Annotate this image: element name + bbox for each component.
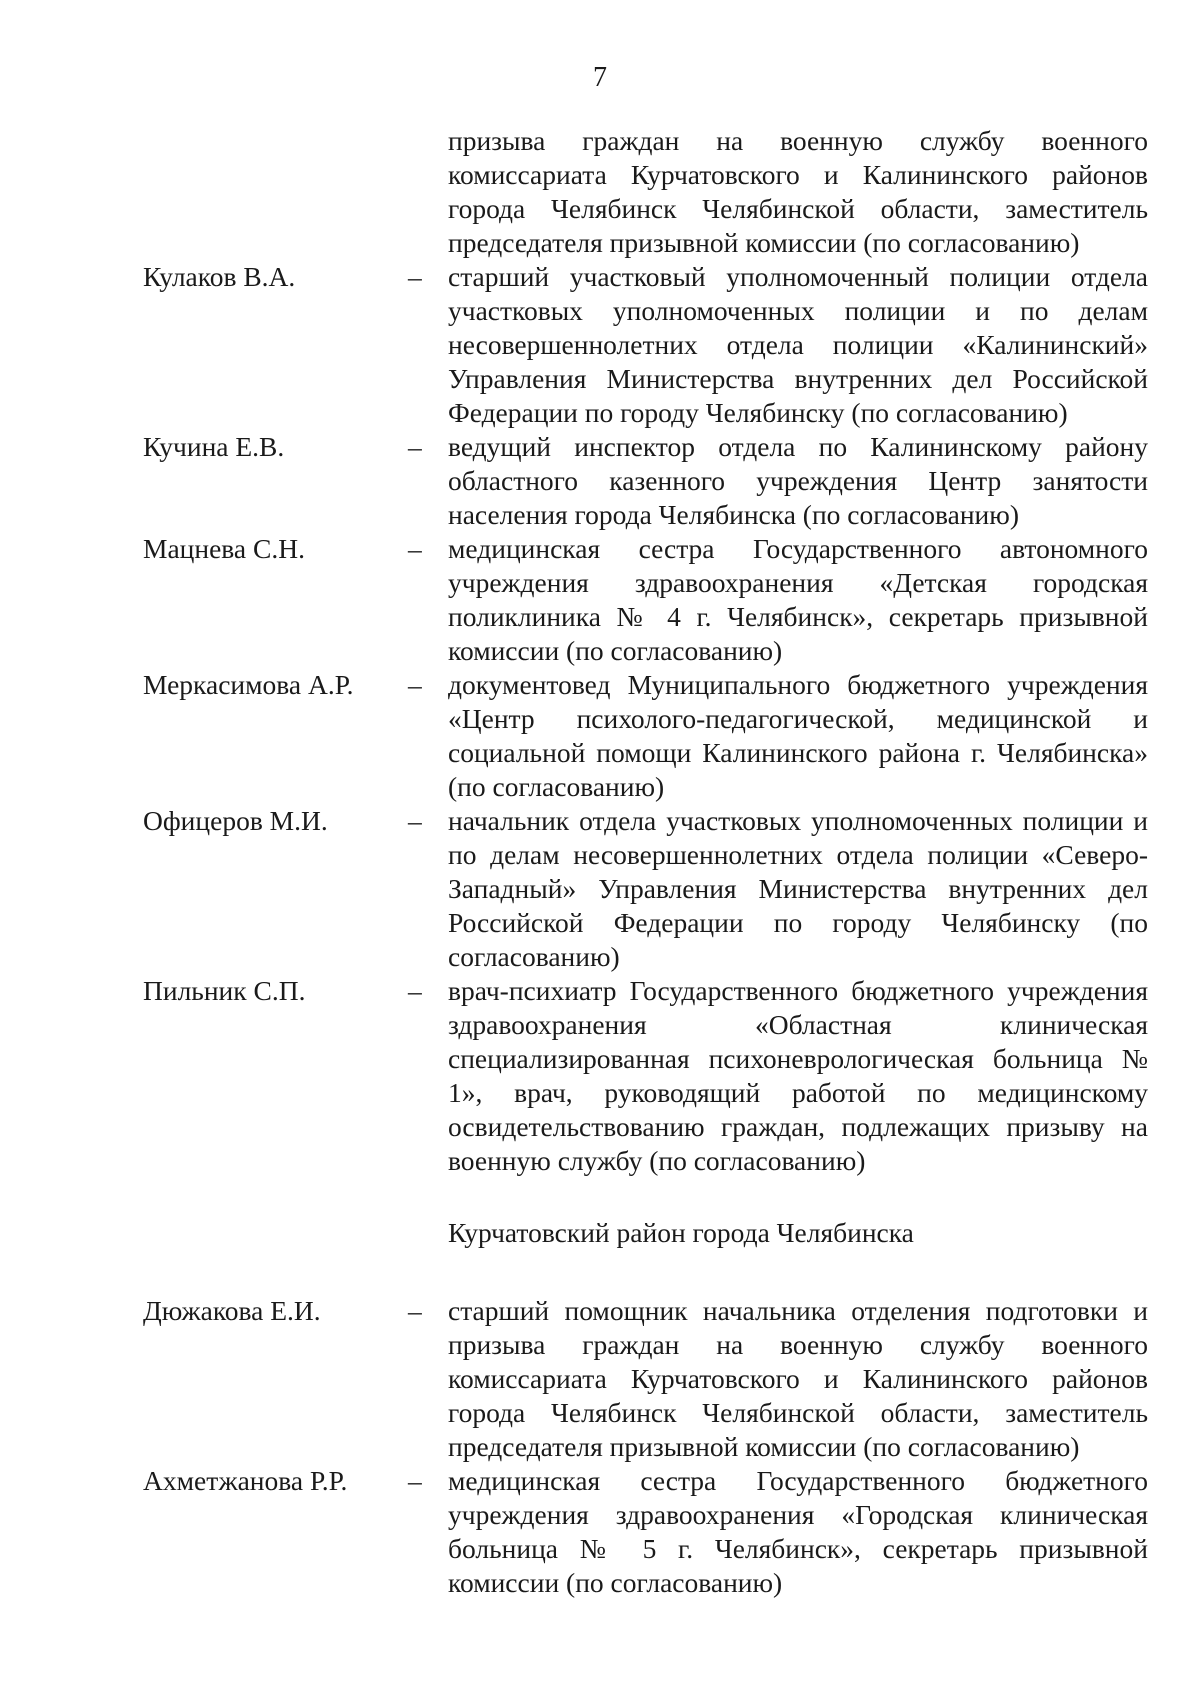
member-entry [0, 260, 1200, 430]
member-position: ведущий инспектор отдела по Калининскому району областного казенного учреждения Центр занятости населения города Челябинска (по согласованию) [448, 431, 1148, 530]
page-number: 7 [593, 62, 607, 93]
member-entry [0, 804, 1200, 974]
member-dash: – [408, 1295, 422, 1326]
member-list-kalininsky [0, 260, 1200, 1178]
member-position: начальник отдела участковых уполномоченных полиции и по делам несовершеннолетних отдела полиции «Северо-Западный» Управления Министерства внутренних дел Российской Федерации по городу Челябинску (по согласованию) [448, 805, 1148, 972]
member-position: медицинская сестра Государственного автономного учреждения здравоохранения «Детская городская поликлиника № 4 г. Челябинск», секретарь призывной комиссии (по согласованию) [448, 533, 1148, 666]
member-dash: – [408, 1465, 422, 1496]
member-position: документовед Муниципального бюджетного учреждения «Центр психолого-педагогической, медицинской и социальной помощи Калининского района г. Челябинска» (по согласованию) [448, 669, 1148, 802]
member-name: Кучина Е.В. [143, 431, 285, 462]
member-name: Офицеров М.И. [143, 805, 328, 836]
member-dash: – [408, 669, 422, 700]
member-name: Кулаков В.А. [143, 261, 296, 292]
member-position: старший помощник начальника отделения подготовки и призыва граждан на военную службу военного комиссариата Курчатовского и Калининского районов города Челябинск Челябинской области, заместитель председателя призывной комиссии (по согласованию) [448, 1295, 1148, 1462]
member-dash: – [408, 261, 422, 292]
member-entry [0, 1294, 1200, 1464]
member-entry [0, 532, 1200, 668]
continuation-text: призыва граждан на военную службу военного комиссариата Курчатовского и Калининского районов города Челябинск Челябинской области, заместитель председателя призывной комиссии (по согласованию) [448, 125, 1148, 258]
section-title: Курчатовский район города Челябинска [448, 1217, 914, 1248]
member-position: старший участковый уполномоченный полиции отдела участковых уполномоченных полиции и по делам несовершеннолетних отдела полиции «Калининский» Управления Министерства внутренних дел Российской Федерации по городу Челябинску (по согласованию) [448, 261, 1148, 428]
member-list-kurchatovsky [0, 1294, 1200, 1600]
member-entry [0, 1464, 1200, 1600]
member-name: Пильник С.П. [143, 975, 306, 1006]
member-position: медицинская сестра Государственного бюджетного учреждения здравоохранения «Городская клиническая больница № 5 г. Челябинск», секретарь призывной комиссии (по согласованию) [448, 1465, 1148, 1598]
member-dash: – [408, 975, 422, 1006]
member-position: врач-психиатр Государственного бюджетного учреждения здравоохранения «Областная клиническая специализированная психоневрологическая больница № 1», врач, руководящий работой по медицинскому освидетельствованию граждан, подлежащих призыву на военную службу (по согласованию) [448, 975, 1148, 1176]
member-entry [0, 974, 1200, 1178]
member-dash: – [408, 805, 422, 836]
member-dash: – [408, 431, 422, 462]
member-entry [0, 668, 1200, 804]
member-entry [0, 430, 1200, 532]
member-name: Меркасимова А.Р. [143, 669, 354, 700]
member-name: Дюжакова Е.И. [143, 1295, 321, 1326]
member-dash: – [408, 533, 422, 564]
member-name: Ахметжанова Р.Р. [143, 1465, 348, 1496]
document-body [0, 124, 1200, 1600]
member-name: Мацнева С.Н. [143, 533, 305, 564]
